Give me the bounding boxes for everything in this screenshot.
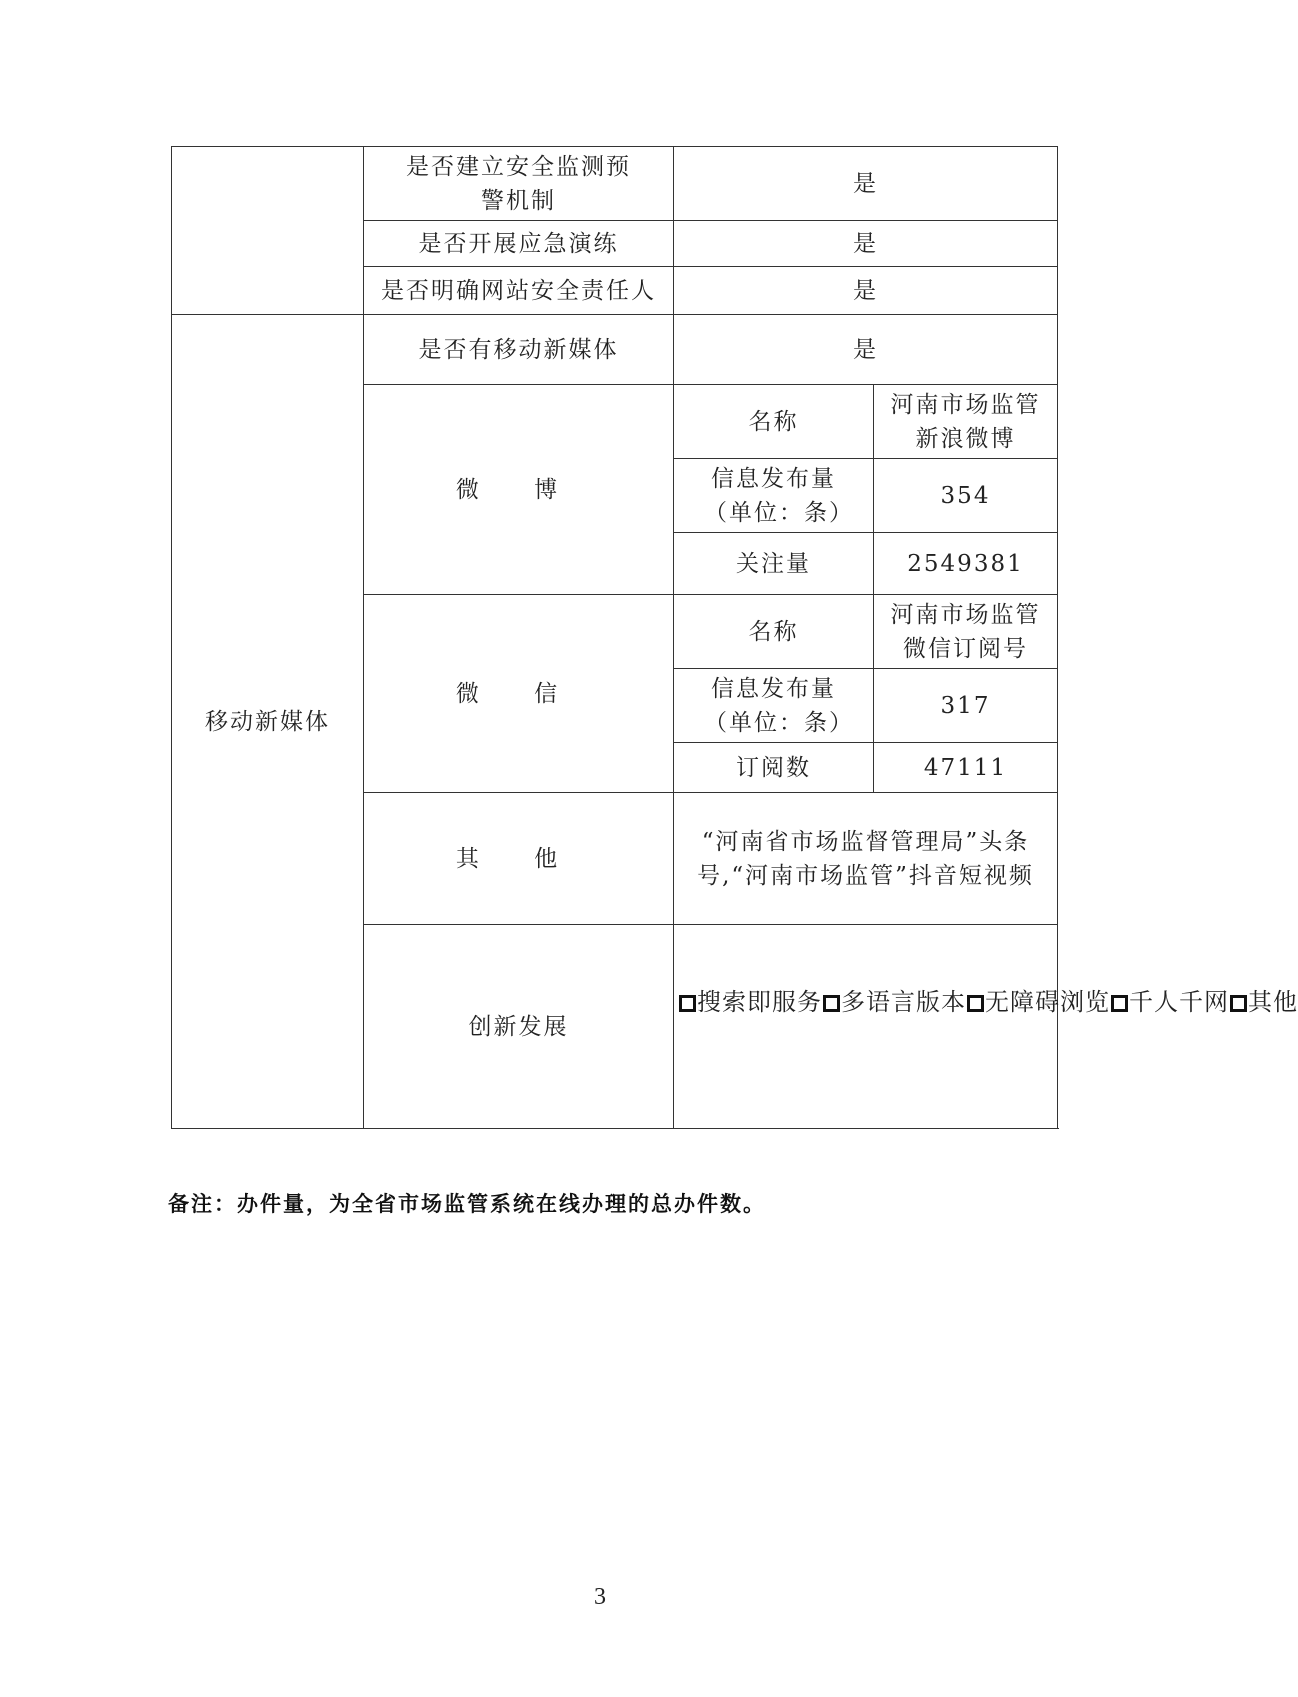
option-label: 无障碍浏览: [985, 988, 1110, 1016]
footnote: 备注：办件量，为全省市场监管系统在线办理的总办件数。: [168, 1192, 766, 1216]
security-section-cell: [172, 147, 364, 315]
checkbox-accessibility[interactable]: [967, 995, 984, 1012]
table-row: [172, 315, 1058, 385]
innovation-options: [674, 925, 1298, 1129]
has-media-value: 是: [674, 315, 1058, 385]
wechat-posts-value: 317: [874, 669, 1058, 743]
warning-mechanism-label: 是否建立安全监测预警机制: [364, 147, 674, 221]
checkbox-personalized[interactable]: [1111, 995, 1128, 1012]
other-label: 其 他: [364, 793, 674, 925]
innovation-section-label: 创新发展: [364, 925, 674, 1129]
wechat-posts-label: 信息发布量（单位：条）: [674, 669, 874, 743]
page-number: 3: [594, 1584, 606, 1610]
weibo-posts-label: 信息发布量（单位：条）: [674, 459, 874, 533]
weibo-label: 微 博: [364, 385, 674, 595]
has-media-label: 是否有移动新媒体: [364, 315, 674, 385]
wechat-subscribers-value: 47111: [874, 743, 1058, 793]
responsible-person-value: 是: [674, 267, 1058, 315]
responsible-person-label: 是否明确网站安全责任人: [364, 267, 674, 315]
emergency-drill-label: 是否开展应急演练: [364, 221, 674, 267]
report-table: [171, 146, 1298, 1129]
checkbox-multilingual[interactable]: [823, 995, 840, 1012]
option-label: 多语言版本: [841, 988, 966, 1016]
emergency-drill-value: 是: [674, 221, 1058, 267]
option-label: 千人千网: [1129, 988, 1229, 1016]
weibo-followers-label: 关注量: [674, 533, 874, 595]
mobile-media-section-label: 移动新媒体: [172, 315, 364, 1129]
wechat-subscribers-label: 订阅数: [674, 743, 874, 793]
weibo-name-label: 名称: [674, 385, 874, 459]
other-value: “河南省市场监督管理局”头条号,“河南市场监管”抖音短视频: [674, 793, 1058, 925]
option-label: 其他: [1248, 988, 1298, 1016]
table-row: [172, 147, 1058, 221]
weibo-followers-value: 2549381: [874, 533, 1058, 595]
weibo-name-value: 河南市场监管新浪微博: [874, 385, 1058, 459]
warning-mechanism-value: 是: [674, 147, 1058, 221]
weibo-posts-value: 354: [874, 459, 1058, 533]
checkbox-search-service[interactable]: [679, 995, 696, 1012]
wechat-label: 微 信: [364, 595, 674, 793]
option-label: 搜索即服务: [697, 988, 822, 1016]
wechat-name-value: 河南市场监管微信订阅号: [874, 595, 1058, 669]
wechat-name-label: 名称: [674, 595, 874, 669]
checkbox-other[interactable]: [1230, 995, 1247, 1012]
